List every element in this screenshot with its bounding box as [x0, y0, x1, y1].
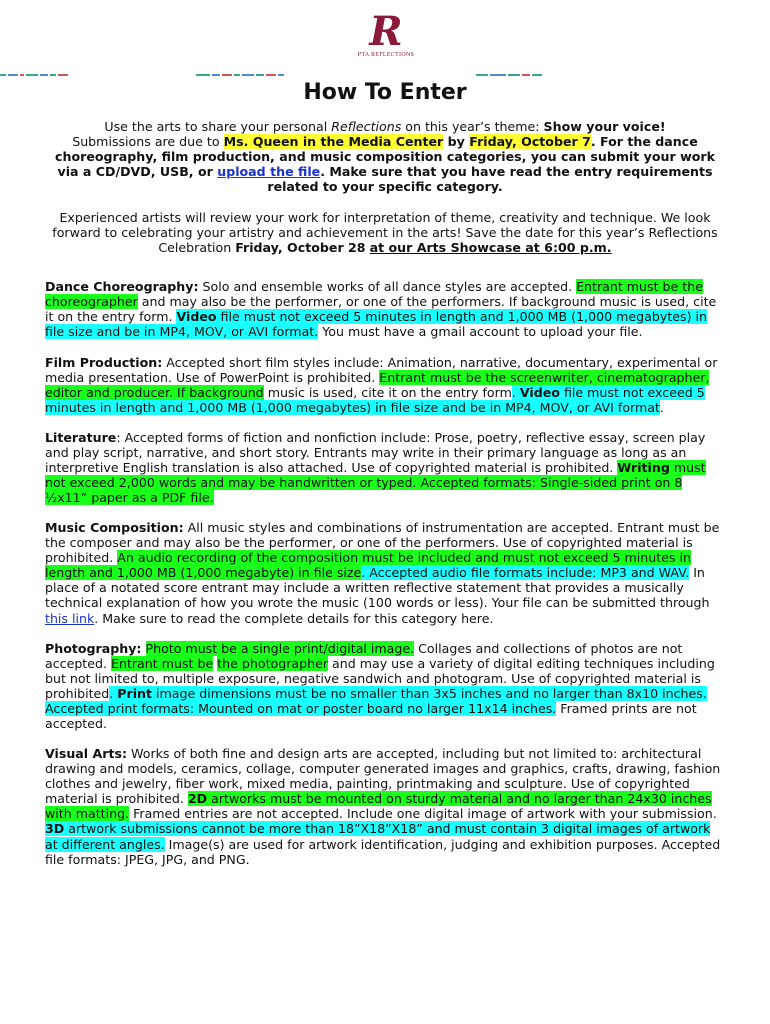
section-heading: Photography: — [45, 641, 142, 656]
intro-paragraph-celebration: Experienced artists will review your work for interpretation of theme, creativity and technique. We look forward to celebrating your artistry and achievement in the arts! Save the date for this year’s Reflections Celebration Friday, October 28 at our Arts Showcase at 6:00 p.m. — [52, 210, 718, 256]
music-submission-link[interactable]: this link — [45, 610, 95, 626]
section-literature: Literature: Accepted forms of fiction and nonfiction include: Prose, poetry, reflective essay, screen play and play script, narrative, and short story. Entrants may write in their primary language as long as an interpretive English translation is also attached. Use of copyrighted material is prohibited. Writing must not exceed 2,000 words and may be handwritten or typed. Accepted formats: Single-sided print on 8 ½x11” paper as a PDF file. — [45, 430, 706, 506]
section-visual-arts: Visual Arts: Works of both fine and design arts are accepted, including but not limited to: architectural drawing and models, ceramics, collage, computer generated images and graphics, crafts, drawing, fashion clothes and jewelry, fiber work, mixed media, painting, printmaking and sculpture. Use of copyrighted material is prohibited. 2D artworks must be mounted on sturdy material and no larger than 24x30 inches with matting. Framed entries are not accepted. Include one digital image of artwork with your submission. 3D artwork submissions cannot be more than 18”X18”X18” and must contain 3 digital images of artwork at different angles. Image(s) are used for artwork identification, judging and exhibition purposes. Accepted file formats: JPEG, JPG, and PNG. — [45, 746, 721, 867]
deadline-location: Ms. Queen in the Media Center — [223, 134, 444, 150]
intro-paragraph-deadline: Use the arts to share your personal Reflections on this year’s theme: Show your voice! Submissions are due to Ms. Queen in the Media Center by Friday, October 7. For the dance choreography, film production, and music composition categories, you can submit your work via a CD/DVD, USB, or upload the file. Make sure that you have read the entry requirements related to your specific category. — [55, 119, 715, 195]
logo-caption: PTA REFLECTIONS — [357, 52, 415, 58]
scan-artifact-right — [476, 74, 544, 78]
section-heading: Dance Choreography: — [45, 279, 199, 294]
page-title: How To Enter — [303, 80, 467, 105]
scan-artifact-left — [0, 74, 70, 78]
section-heading: Visual Arts: — [45, 746, 128, 761]
section-heading: Literature — [45, 430, 117, 445]
section-film-production: Film Production: Accepted short film styles include: Animation, narrative, documentary, experimental or media presentation. Use of PowerPoint is prohibited. Entrant must be the screenwriter, cinematographer, editor and producer. If background music is used, cite it on the entry form. Video file must not exceed 5 minutes in length and 1,000 MB (1,000 megabytes) in file size and be in MP4, MOV, or AVI format. — [45, 355, 718, 416]
section-heading: Music Composition: — [45, 520, 184, 535]
section-music-composition: Music Composition: All music styles and combinations of instrumentation are accepted. Entrant must be the composer and may also be the performer, or one of the performers. Use of copyrighted material is prohibited. An audio recording of the composition must be included and must not exceed 5 minutes in length and 1,000 MB (1,000 megabyte) in file size. Accepted audio file formats include: MP3 and WAV. In place of a notated score entrant may include a written reflective statement that provides a musically technical explanation of how you wrote the music (100 words or less). Your file can be submitted through this link. Make sure to read the complete details for this category here. — [45, 520, 720, 626]
celebration-date: Friday, October 28 — [235, 240, 366, 256]
section-photography: Photography: Photo must be a single print/digital image. Collages and collections of photos are not accepted. Entrant must be the photographer and may use a variety of digital editing techniques including but not limited to, multiple exposure, negative sandwich and photogram. Use of copyrighted material is prohibited. Print image dimensions must be no smaller than 3x5 inches and no larger than 8x10 inches. Accepted print formats: Mounted on mat or poster board no larger 11x14 inches. Framed prints are not accepted. — [45, 641, 715, 732]
celebration-place: at our Arts Showcase at 6:00 p.m. — [369, 240, 612, 256]
scan-artifact-mid — [196, 74, 286, 78]
section-heading: Film Production: — [45, 355, 163, 370]
section-dance-choreography: Dance Choreography: Solo and ensemble works of all dance styles are accepted. Entrant must be the choreographer and may also be the performer, or one of the performers. If background music is used, cite it on the entry form. Video file must not exceed 5 minutes in length and 1,000 MB (1,000 megabytes) in file size and be in MP4, MOV, or AVI format. You must have a gmail account to upload your file. — [45, 279, 717, 340]
pta-reflections-logo — [356, 8, 416, 64]
upload-file-link[interactable]: upload the file — [217, 164, 321, 180]
deadline-date: Friday, October 7 — [469, 134, 591, 150]
logo-mark: R — [369, 8, 403, 55]
